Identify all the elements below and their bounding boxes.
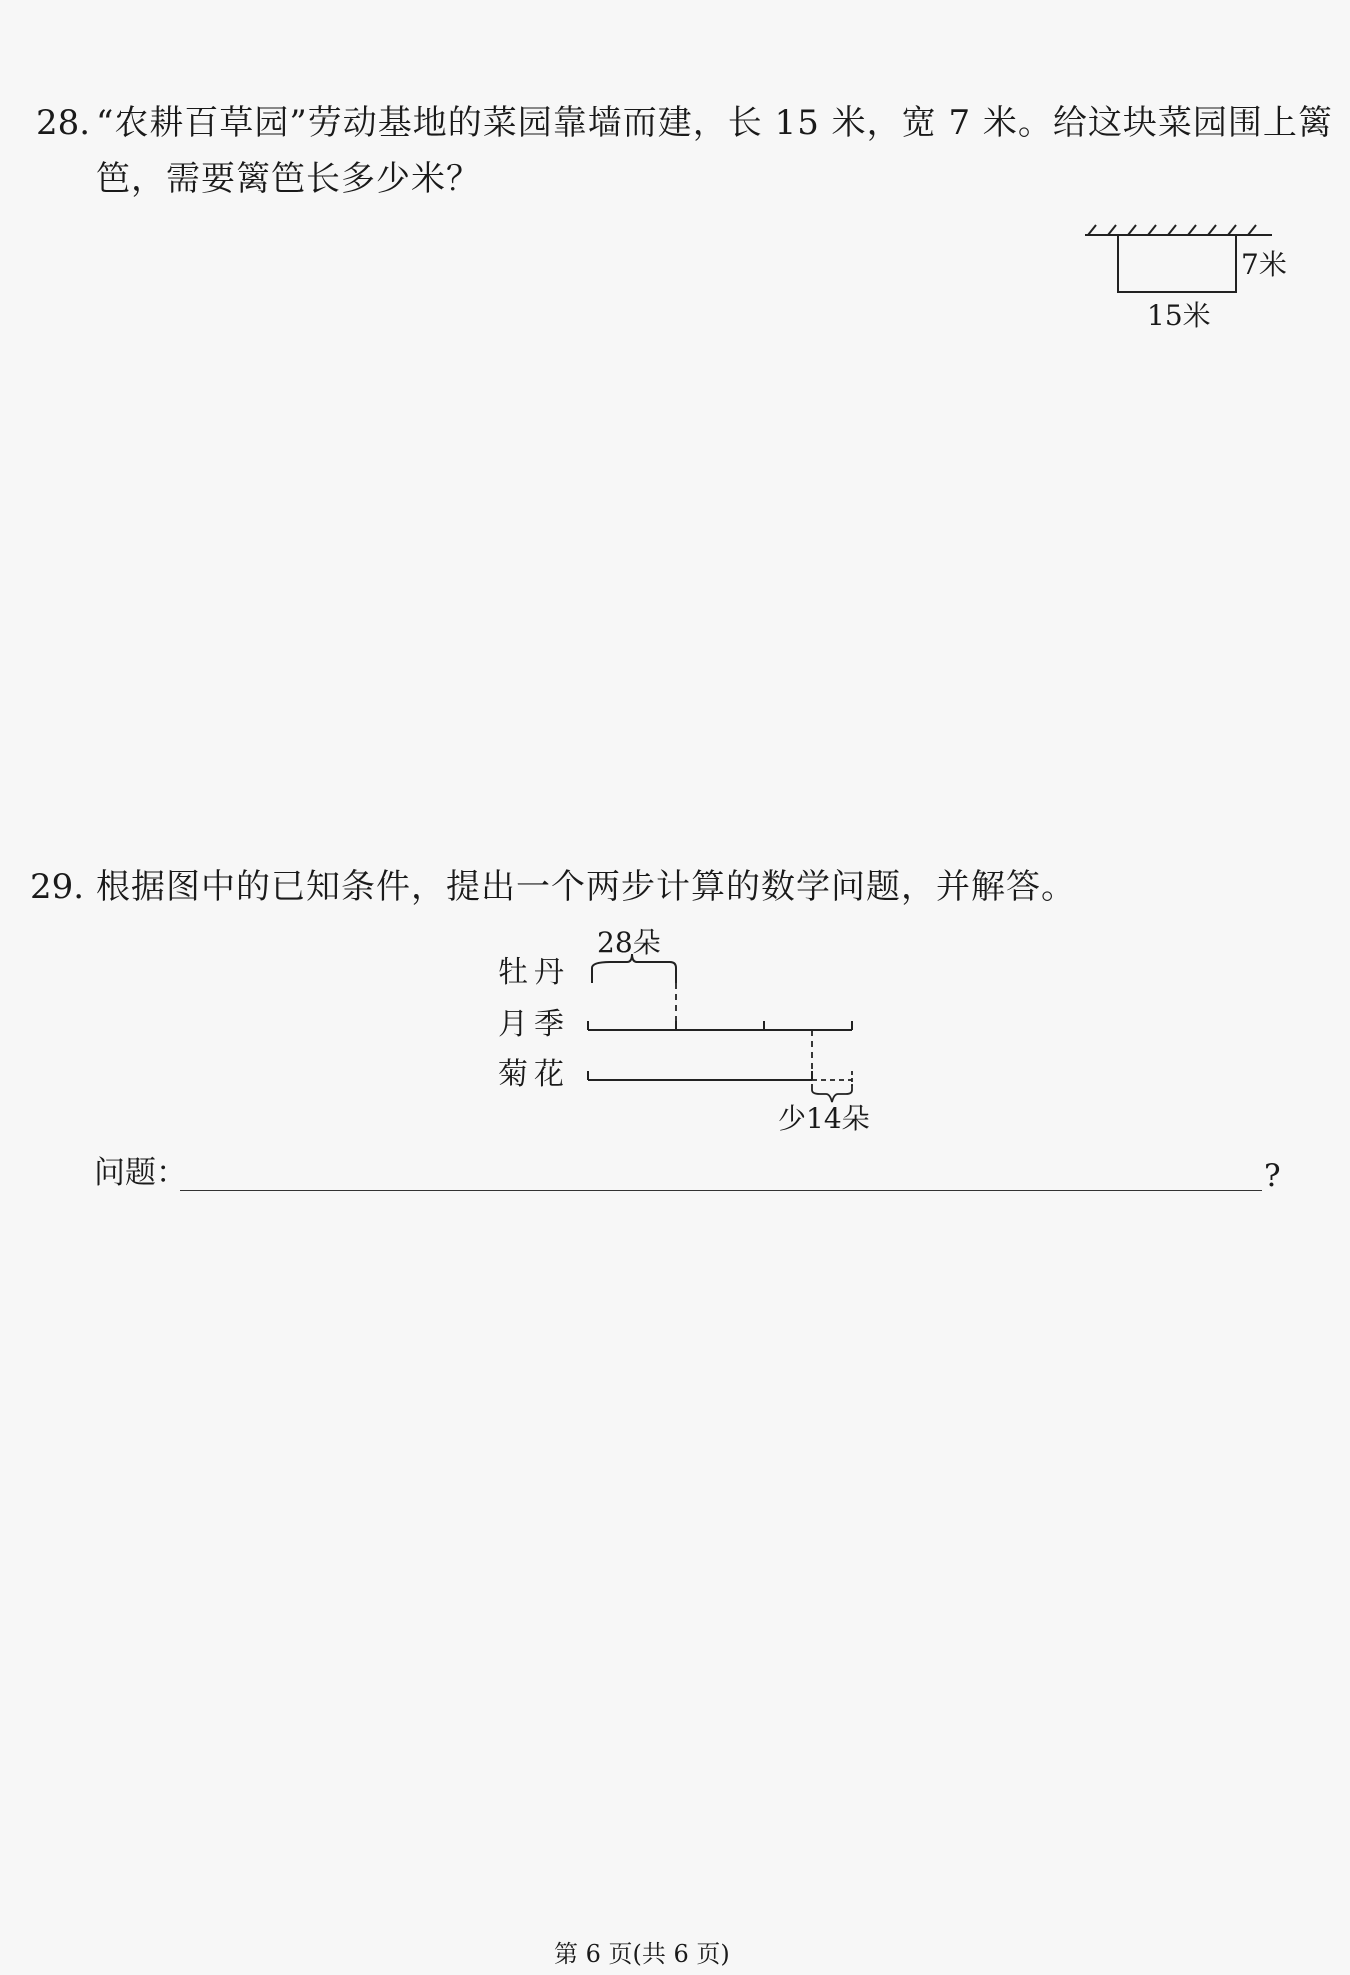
question-mark: ? (1264, 1158, 1281, 1194)
peony-count-label: 28朵 (597, 926, 661, 959)
row-label-rose: 月季 (498, 1007, 570, 1042)
garden-diagram (1085, 225, 1287, 332)
difference-label: 少14朵 (778, 1102, 870, 1135)
chrysanthemum-bar (588, 1071, 812, 1080)
row-label-peony: 牡丹 (498, 955, 570, 990)
difference-brace (812, 1084, 852, 1102)
rose-bar (588, 1021, 852, 1030)
question-answer-line[interactable] (180, 1190, 1262, 1191)
question-29-number: 29. (30, 867, 85, 907)
garden-length-label: 15米 (1147, 299, 1211, 332)
question-28-line-2: 笆，需要篱笆长多少米？ (96, 159, 481, 199)
garden-fence (1118, 235, 1236, 292)
garden-width-label: 7米 (1241, 248, 1287, 281)
question-28-line-1: “农耕百草园”劳动基地的菜园靠墙而建，长 15 米，宽 7 米。给这块菜园围上篱 (96, 103, 1333, 143)
flower-diagram (498, 926, 870, 1135)
wall-hatching (1088, 225, 1256, 235)
page-footer: 第 6 页(共 6 页) (554, 1940, 730, 1968)
question-29-text: 根据图中的已知条件，提出一个两步计算的数学问题，并解答。 (96, 867, 1076, 907)
question-28-number: 28. (36, 103, 91, 143)
row-label-chrysanthemum: 菊花 (498, 1057, 570, 1092)
question-prompt-label: 问题： (94, 1155, 187, 1191)
